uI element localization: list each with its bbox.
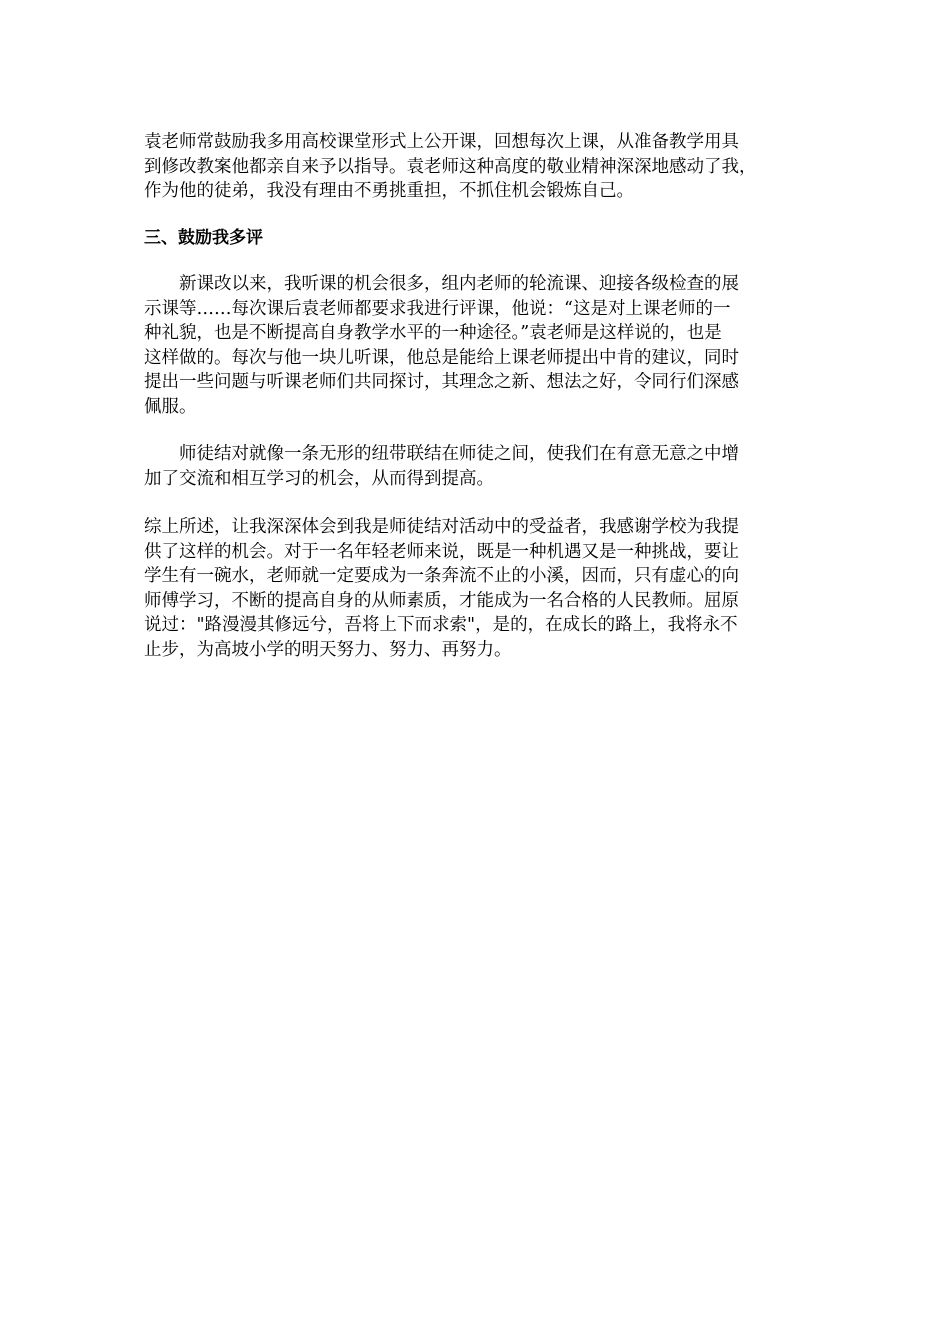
paragraph-line: 佩服。 [144, 396, 197, 417]
paragraph-line: 综上所述，让我深深体会到我是师徒结对活动中的受益者，我感谢学校为我提 [144, 517, 739, 537]
paragraph-line: 袁老师常鼓励我多用高校课堂形式上公开课，回想每次上课，从准备教学用具 [144, 132, 739, 152]
paragraph-1 [144, 130, 757, 204]
paragraph-line: 这样做的。每次与他一块儿听课，他总是能给上课老师提出中肯的建议，同时 [144, 347, 739, 368]
paragraph-line: 师徒结对就像一条无形的纽带联结在师徒之间，使我们在有意无意之中增 [144, 444, 739, 464]
paragraph-line: 加了交流和相互学习的机会，从而得到提高。 [144, 468, 494, 489]
paragraph-line: 师傅学习，不断的提高自身的从师素质，才能成为一名合格的人民教师。屈原 [144, 590, 739, 611]
section-heading: 三、鼓励我多评 [144, 228, 263, 248]
paragraph-4 [144, 515, 739, 662]
paragraph-line: 种礼貌，也是不断提高自身教学水平的一种途径。”袁老师是这样说的，也是 [144, 323, 722, 343]
paragraph-2 [144, 272, 739, 419]
paragraph-3 [144, 442, 739, 491]
paragraph-line: 学生有一碗水，老师就一定要成为一条奔流不止的小溪，因而，只有虚心的向 [144, 566, 739, 586]
paragraph-line: 示课等……每次课后袁老师都要求我进行评课，他说：“这是对上课老师的一 [144, 298, 731, 319]
paragraph-line: 作为他的徒弟，我没有理由不勇挑重担，不抓住机会锻炼自己。 [144, 181, 634, 201]
paragraph-line: 说过："路漫漫其修远兮，吾将上下而求索"，是的，在成长的路上，我将永不 [144, 615, 738, 635]
paragraph-line: 提出一些问题与听课老师们共同探讨，其理念之新、想法之好，令同行们深感 [144, 372, 739, 392]
paragraph-line: 新课改以来，我听课的机会很多，组内老师的轮流课、迎接各级检查的展 [144, 274, 739, 294]
paragraph-line: 止步，为高坡小学的明天努力、努力、再努力。 [144, 639, 512, 660]
paragraph-line: 供了这样的机会。对于一名年轻老师来说，既是一种机遇又是一种挑战，要让 [144, 541, 739, 562]
paragraph-line: 到修改教案他都亲自来予以指导。袁老师这种高度的敬业精神深深地感动了我， [144, 156, 757, 177]
